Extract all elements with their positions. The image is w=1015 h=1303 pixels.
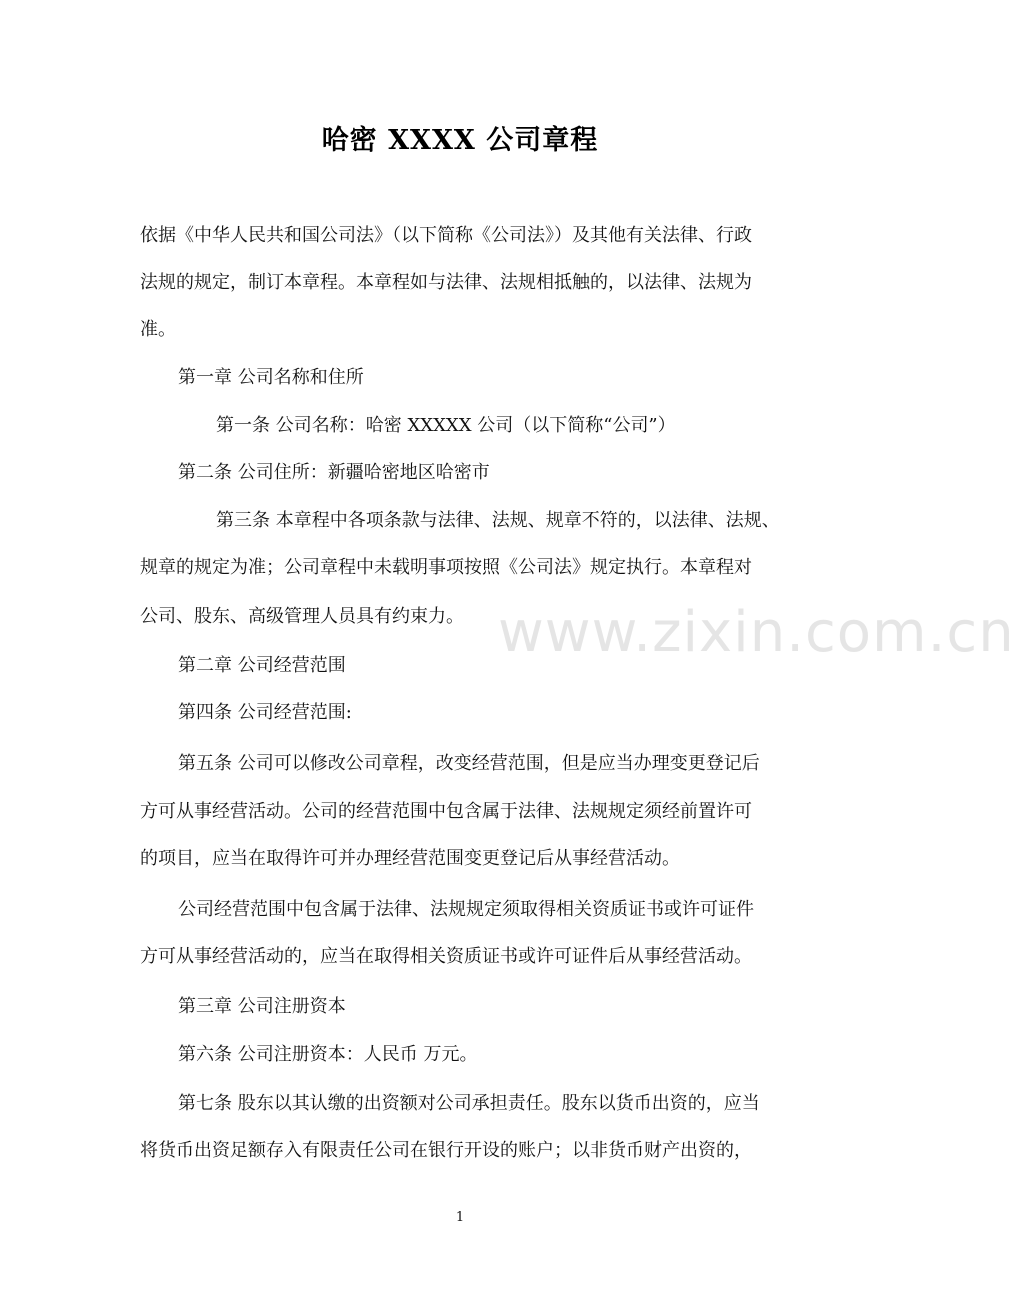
article-line: 第七条 股东以其认缴的出资额对公司承担责任。股东以货币出资的，应当 bbox=[178, 1093, 760, 1114]
paragraph-line: 依据《中华人民共和国公司法》（以下简称《公司法》）及其他有关法律、行政 bbox=[140, 225, 752, 246]
paragraph-line: 公司经营范围中包含属于法律、法规规定须取得相关资质证书或许可证件 bbox=[178, 899, 754, 920]
paragraph-line: 的项目，应当在取得许可并办理经营范围变更登记后从事经营活动。 bbox=[140, 848, 680, 869]
paragraph-line: 方可从事经营活动。公司的经营范围中包含属于法律、法规规定须经前置许可 bbox=[140, 801, 752, 822]
paragraph-line: 公司、股东、高级管理人员具有约束力。 bbox=[140, 606, 464, 627]
paragraph-line: 规章的规定为准；公司章程中未载明事项按照《公司法》规定执行。本章程对 bbox=[140, 557, 752, 578]
chapter-heading: 第二章 公司经营范围 bbox=[178, 655, 346, 676]
chapter-heading: 第一章 公司名称和住所 bbox=[178, 367, 364, 388]
article-line: 第一条 公司名称：哈密 XXXXX 公司（以下简称“公司”） bbox=[216, 415, 676, 436]
watermark: www.zixin.com.cn bbox=[498, 600, 1015, 665]
paragraph-line: 准。 bbox=[140, 319, 176, 340]
paragraph-line: 法规的规定，制订本章程。本章程如与法律、法规相抵触的，以法律、法规为 bbox=[140, 272, 752, 293]
chapter-heading: 第三章 公司注册资本 bbox=[178, 996, 346, 1017]
page-number: 1 bbox=[455, 1210, 465, 1225]
article-line: 第二条 公司住所：新疆哈密地区哈密市 bbox=[178, 462, 490, 483]
article-line: 第五条 公司可以修改公司章程，改变经营范围，但是应当办理变更登记后 bbox=[178, 753, 760, 774]
paragraph-line: 方可从事经营活动的，应当在取得相关资质证书或许可证件后从事经营活动。 bbox=[140, 946, 752, 967]
paragraph-line: 将货币出资足额存入有限责任公司在银行开设的账户；以非货币财产出资的， bbox=[140, 1140, 752, 1161]
article-line: 第三条 本章程中各项条款与法律、法规、规章不符的，以法律、法规、 bbox=[216, 510, 780, 531]
article-line: 第六条 公司注册资本：人民币 万元。 bbox=[178, 1044, 478, 1065]
document-title: 哈密 XXXX 公司章程 bbox=[321, 125, 599, 156]
article-line: 第四条 公司经营范围: bbox=[178, 702, 352, 723]
